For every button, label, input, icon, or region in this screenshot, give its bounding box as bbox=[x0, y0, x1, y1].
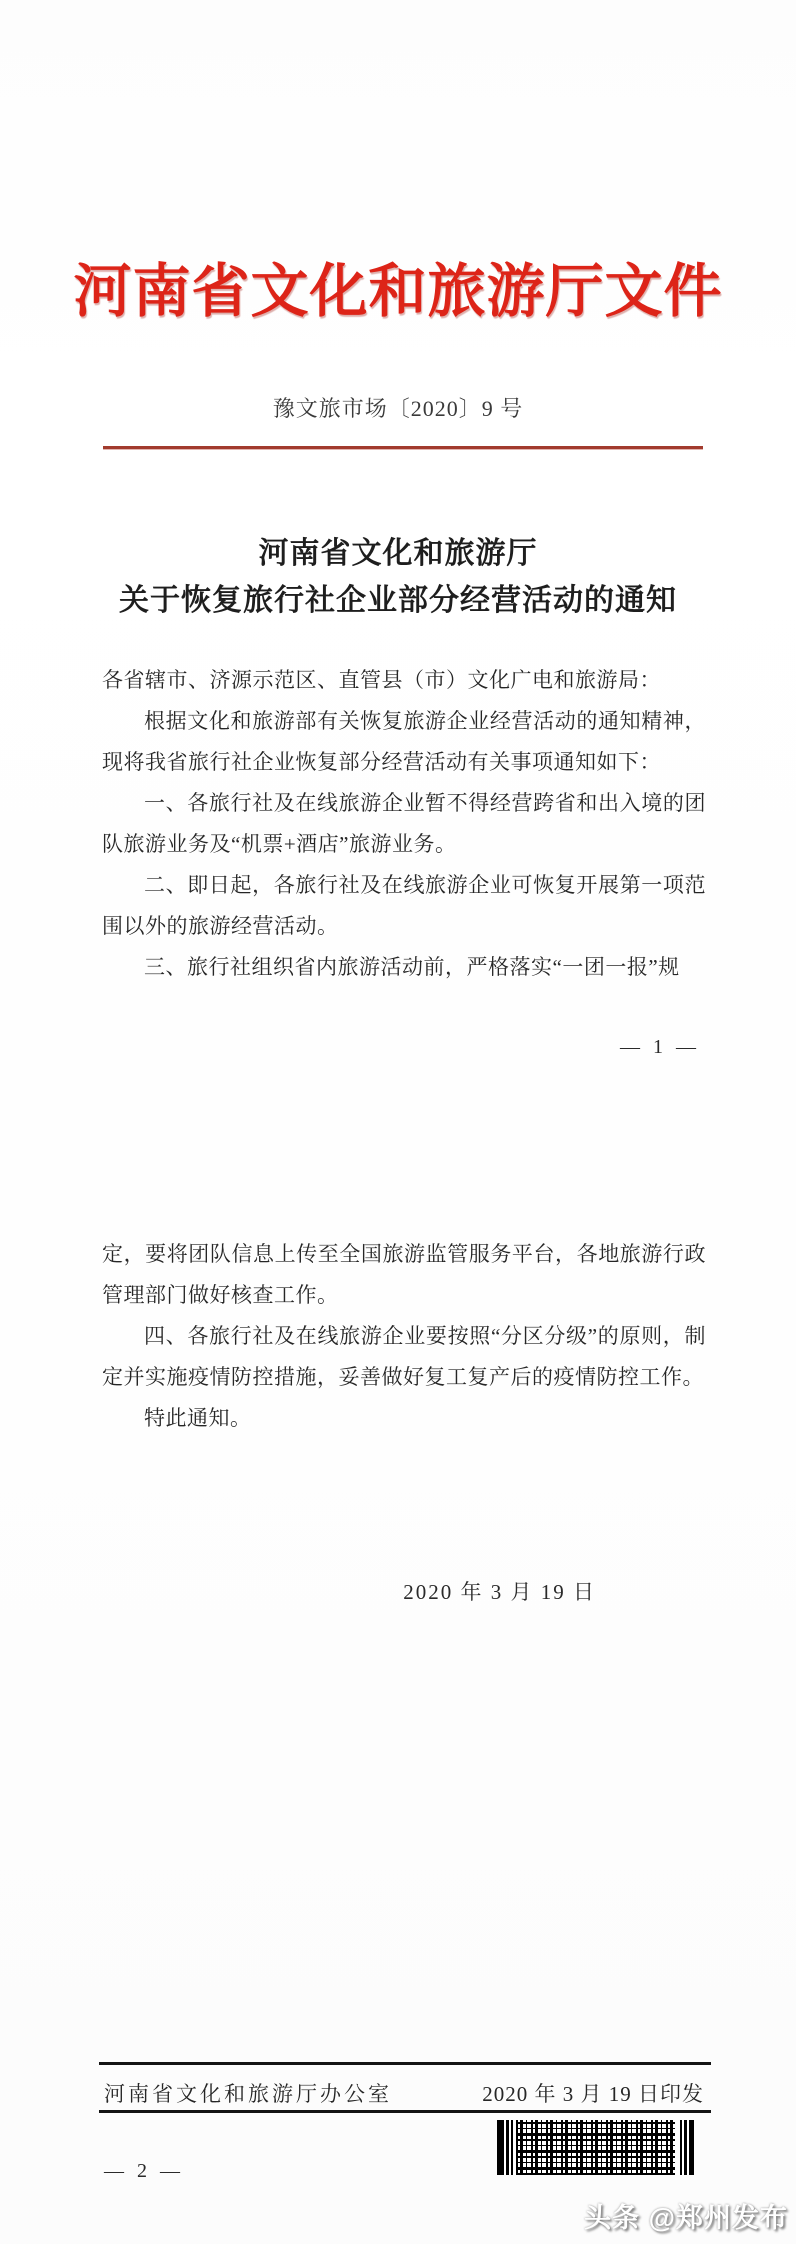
notice-title bbox=[0, 530, 796, 624]
body-page-1 bbox=[102, 660, 706, 988]
page-number-2: — 2 — bbox=[104, 2160, 184, 2182]
body-paragraph-2: 一、各旅行社及在线旅游企业暂不得经营跨省和出入境的团队旅游业务及“机票+酒店”旅游业务。 bbox=[102, 791, 706, 856]
body-paragraph-3: 二、即日起，各旅行社及在线旅游企业可恢复开展第一项范围以外的旅游经营活动。 bbox=[102, 873, 706, 938]
letterhead-banner-title: 河南省文化和旅游厅文件 bbox=[73, 259, 723, 324]
salutation-line: 各省辖市、济源示范区、直管县（市）文化广电和旅游局： bbox=[102, 668, 661, 692]
notice-title-line2: 关于恢复旅行社企业部分经营活动的通知 bbox=[119, 584, 677, 617]
body-paragraph-4: 三、旅行社组织省内旅游活动前，严格落实“一团一报”规 bbox=[144, 955, 680, 979]
red-divider-rule bbox=[103, 446, 703, 449]
footer-rule-top bbox=[99, 2062, 711, 2065]
body-paragraph-5: 四、各旅行社及在线旅游企业要按照“分区分级”的原则，制定并实施疫情防控措施，妥善做好复工复产后的疫情防控工作。 bbox=[102, 1324, 706, 1389]
body-page-2 bbox=[102, 1234, 706, 1439]
footer-print-date: 2020 年 3 月 19 日印发 bbox=[482, 2082, 704, 2106]
document-number: 豫文旅市场〔2020〕9 号 bbox=[272, 396, 524, 421]
watermark-toutiao-zhengzhoufabu: 头条 @郑州发布 bbox=[584, 2203, 788, 2233]
issue-date: 2020 年 3 月 19 日 bbox=[403, 1580, 596, 1604]
body-paragraph-4-continuation: 定，要将团队信息上传至全国旅游监管服务平台，各地旅游行政管理部门做好核查工作。 bbox=[102, 1242, 706, 1307]
footer-rule-bottom bbox=[99, 2110, 711, 2113]
document-barcode bbox=[497, 2120, 694, 2175]
notice-title-line1: 河南省文化和旅游厅 bbox=[258, 537, 538, 570]
body-paragraph-1: 根据文化和旅游部有关恢复旅游企业经营活动的通知精神，现将我省旅行社企业恢复部分经营活动有关事项通知如下： bbox=[102, 709, 706, 774]
body-paragraph-closing: 特此通知。 bbox=[144, 1406, 252, 1430]
page-number-1: — 1 — bbox=[620, 1036, 700, 1058]
footer-row bbox=[104, 2078, 704, 2108]
footer-issuing-office: 河南省文化和旅游厅办公室 bbox=[104, 2082, 392, 2106]
